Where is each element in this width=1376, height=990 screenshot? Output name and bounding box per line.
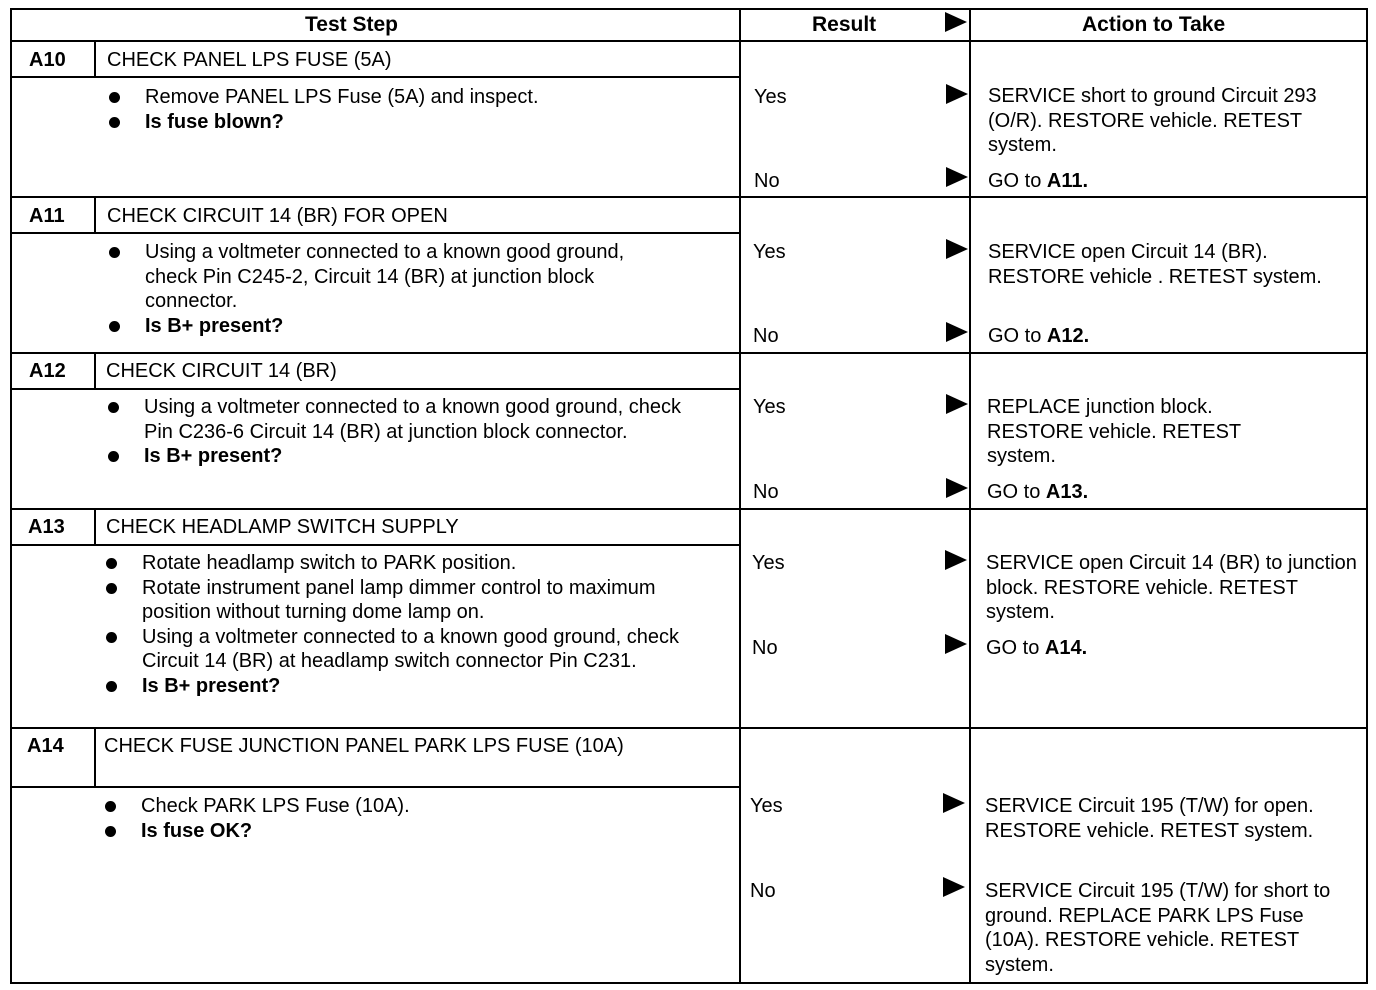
step-question: Is B+ present?: [102, 674, 702, 699]
step-instructions: [105, 240, 625, 338]
result-arrow-icon: [945, 550, 967, 570]
result-arrow-icon: [946, 167, 968, 187]
step-id: A10: [29, 49, 66, 71]
result-yes: Yes: [750, 795, 783, 817]
title-rule: [10, 544, 741, 546]
header-result: Result: [812, 13, 877, 36]
header-test-step: Test Step: [305, 13, 398, 36]
step-title: CHECK PANEL LPS FUSE (5A): [107, 49, 392, 71]
instruction-item: Remove PANEL LPS Fuse (5A) and inspect.: [105, 85, 725, 110]
result-yes: Yes: [753, 396, 786, 418]
step-question: Is fuse OK?: [101, 819, 701, 844]
step-instructions: [105, 85, 725, 134]
row-rule: [10, 352, 1368, 354]
action-text: SERVICE Circuit 195 (T/W) for open. RESTORE vehicle. RETEST system.: [985, 795, 1314, 842]
result-no: No: [752, 637, 778, 659]
step-id: A14: [27, 735, 64, 757]
step-question: Is B+ present?: [104, 444, 709, 469]
result-arrow-icon: [946, 322, 968, 342]
instruction-item: Rotate instrument panel lamp dimmer control to maximum position without turning dome lamp on.: [102, 576, 702, 625]
title-rule: [10, 76, 741, 78]
action-goto: GO to A12.: [988, 325, 1090, 347]
action-goto: GO to A13.: [987, 481, 1089, 503]
title-rule: [10, 388, 741, 390]
result-arrow-icon: [943, 877, 965, 897]
row-rule: [10, 508, 1368, 510]
step-title: CHECK HEADLAMP SWITCH SUPPLY: [106, 516, 459, 538]
action-goto: GO to A14.: [986, 637, 1088, 659]
id-divider: [94, 354, 96, 389]
step-title: CHECK CIRCUIT 14 (BR): [106, 360, 337, 382]
result-arrow-icon: [946, 478, 968, 498]
result-no: No: [754, 170, 780, 192]
result-no: No: [753, 481, 779, 503]
id-divider: [94, 42, 96, 77]
result-no: No: [753, 325, 779, 347]
action-text: SERVICE open Circuit 14 (BR). RESTORE vehicle . RETEST system.: [988, 241, 1322, 288]
instruction-item: Rotate headlamp switch to PARK position.: [102, 551, 702, 576]
step-id: A12: [29, 360, 66, 382]
step-instructions: [101, 794, 701, 843]
row-rule: [10, 727, 1368, 729]
result-no: No: [750, 880, 776, 902]
id-divider: [94, 198, 96, 233]
divider-result-action: [969, 8, 971, 984]
id-divider: [94, 510, 96, 545]
divider-step-result: [739, 8, 741, 984]
id-divider: [94, 729, 96, 787]
step-instructions: [104, 395, 709, 469]
result-yes: Yes: [753, 241, 786, 263]
row-rule: [10, 196, 1368, 198]
action-text: REPLACE junction block. RESTORE vehicle. RETEST system.: [987, 396, 1241, 467]
step-id: A11: [29, 205, 65, 227]
step-question: Is fuse blown?: [105, 110, 725, 135]
step-title: CHECK FUSE JUNCTION PANEL PARK LPS FUSE (10A): [104, 735, 624, 757]
title-rule: [10, 786, 741, 788]
step-instructions: [102, 551, 702, 698]
instruction-item: Check PARK LPS Fuse (10A).: [101, 794, 701, 819]
header-action: Action to Take: [1082, 13, 1226, 36]
action-text: SERVICE short to ground Circuit 293 (O/R). RESTORE vehicle. RETEST system.: [988, 85, 1317, 156]
header-rule: [10, 40, 1368, 42]
step-title: CHECK CIRCUIT 14 (BR) FOR OPEN: [107, 205, 448, 227]
action-goto: GO to A11.: [988, 170, 1089, 192]
result-arrow-icon: [943, 793, 965, 813]
instruction-item: Using a voltmeter connected to a known good ground, check Pin C245-2, Circuit 14 (BR) at junction block connector.: [105, 240, 625, 314]
instruction-item: Using a voltmeter connected to a known good ground, check Circuit 14 (BR) at headlamp switch connector Pin C231.: [102, 625, 702, 674]
action-text: SERVICE Circuit 195 (T/W) for short to ground. REPLACE PARK LPS Fuse (10A). RESTORE vehicle. RETEST system.: [985, 880, 1331, 976]
title-rule: [10, 232, 741, 234]
header-arrow-icon: [945, 12, 967, 32]
action-text: SERVICE open Circuit 14 (BR) to junction block. RESTORE vehicle. RETEST system.: [986, 552, 1357, 623]
result-arrow-icon: [946, 84, 968, 104]
instruction-item: Using a voltmeter connected to a known good ground, check Pin C236-6 Circuit 14 (BR) at junction block connector.: [104, 395, 709, 444]
result-yes: Yes: [752, 552, 785, 574]
result-arrow-icon: [945, 634, 967, 654]
result-arrow-icon: [946, 394, 968, 414]
step-question: Is B+ present?: [105, 314, 625, 339]
step-id: A13: [28, 516, 65, 538]
result-yes: Yes: [754, 86, 787, 108]
result-arrow-icon: [946, 239, 968, 259]
